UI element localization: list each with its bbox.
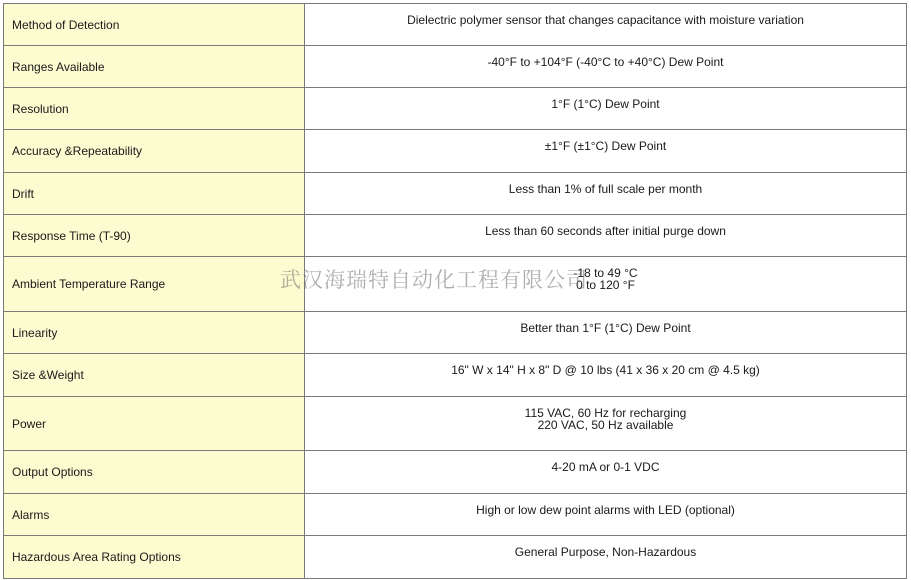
spec-value-cell	[305, 130, 907, 173]
spec-row-method-of-detection	[4, 4, 907, 46]
spec-row-resolution	[4, 88, 907, 130]
spec-label: Method of Detection	[4, 4, 305, 46]
spec-label: Hazardous Area Rating Options	[4, 536, 305, 579]
spec-value: High or low dew point alarms with LED (optional)	[476, 503, 735, 517]
spec-value: -40°F to +104°F (-40°C to +40°C) Dew Point	[487, 55, 724, 69]
spec-row-drift	[4, 173, 907, 215]
spec-value-cell	[305, 397, 907, 451]
spec-value: ±1°F (±1°C) Dew Point	[544, 139, 667, 153]
spec-value-cell	[305, 257, 907, 312]
spec-label: Response Time (T-90)	[4, 215, 305, 257]
spec-value-cell	[305, 4, 907, 46]
spec-row-linearity	[4, 312, 907, 354]
spec-value-cell	[305, 312, 907, 354]
spec-value: 115 VAC, 60 Hz for recharging	[524, 406, 687, 420]
specifications-body	[4, 4, 907, 579]
spec-row-size-weight	[4, 354, 907, 397]
spec-value: Less than 60 seconds after initial purge down	[485, 224, 726, 238]
spec-label: Accuracy &Repeatability	[4, 130, 305, 173]
spec-value-cell	[305, 46, 907, 88]
spec-row-alarms	[4, 494, 907, 536]
spec-value: 0 to 120 °F	[576, 278, 635, 292]
spec-label: Ranges Available	[4, 46, 305, 88]
spec-row-ambient-temperature-range	[4, 257, 907, 312]
spec-value-cell	[305, 88, 907, 130]
spec-value-cell	[305, 536, 907, 579]
spec-row-output-options	[4, 451, 907, 494]
spec-value-cell	[305, 215, 907, 257]
spec-value-cell	[305, 354, 907, 397]
spec-value: 4-20 mA or 0-1 VDC	[551, 460, 660, 474]
spec-value-cell	[305, 173, 907, 215]
company-watermark: 武汉海瑞特自动化工程有限公司	[280, 268, 588, 292]
spec-row-accuracy-repeatability	[4, 130, 907, 173]
spec-value: Less than 1% of full scale per month	[508, 182, 703, 196]
spec-value-cell	[305, 494, 907, 536]
spec-value: -18 to 49 °C	[573, 266, 638, 280]
spec-value: General Purpose, Non-Hazardous	[514, 545, 697, 559]
spec-value: 1°F (1°C) Dew Point	[551, 97, 660, 111]
spec-label: Power	[4, 397, 305, 451]
spec-value: Dielectric polymer sensor that changes capacitance with moisture variation	[407, 13, 804, 27]
spec-label: Size &Weight	[4, 354, 305, 397]
spec-row-ranges-available	[4, 46, 907, 88]
spec-label: Ambient Temperature Range	[4, 257, 305, 312]
spec-value: Better than 1°F (1°C) Dew Point	[520, 321, 691, 335]
spec-value: 16" W x 14" H x 8" D @ 10 lbs (41 x 36 x 20 cm @ 4.5 kg)	[451, 363, 760, 377]
spec-row-response-time	[4, 215, 907, 257]
spec-value: 220 VAC, 50 Hz available	[537, 418, 674, 432]
spec-label: Output Options	[4, 451, 305, 494]
spec-label: Resolution	[4, 88, 305, 130]
spec-row-hazardous-area-rating	[4, 536, 907, 579]
spec-label: Drift	[4, 173, 305, 215]
specifications-table	[3, 3, 907, 579]
spec-label: Alarms	[4, 494, 305, 536]
spec-label: Linearity	[4, 312, 305, 354]
spec-row-power	[4, 397, 907, 451]
spec-value-cell	[305, 451, 907, 494]
